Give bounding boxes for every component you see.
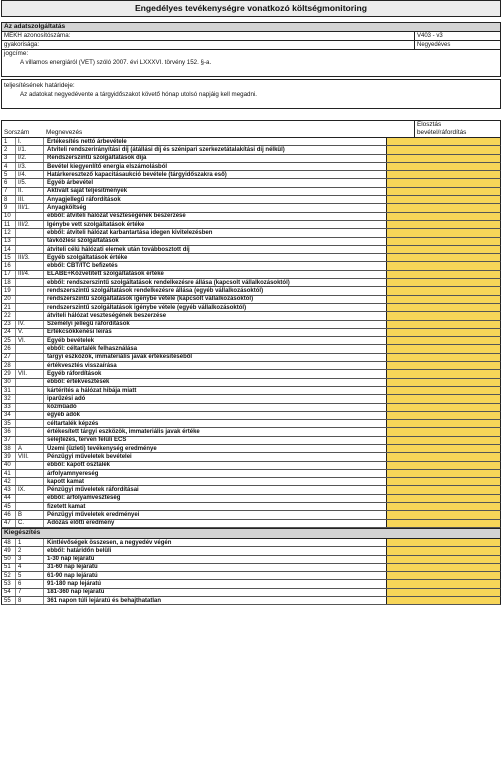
col-header-name: Megnevezés — [44, 121, 415, 137]
row-number: 46 — [2, 511, 16, 518]
frequency-label: gyakorisága: — [2, 41, 415, 49]
table-row — [1, 271, 501, 279]
allocation-value-cell[interactable] — [387, 196, 500, 203]
row-code: C. — [16, 520, 44, 527]
table-row — [1, 171, 501, 179]
allocation-value-cell[interactable] — [387, 238, 500, 245]
allocation-value-cell[interactable] — [387, 387, 500, 394]
row-code — [16, 462, 44, 469]
allocation-value-cell[interactable] — [387, 478, 500, 485]
col-header-allocation-line1: Elosztás — [417, 121, 442, 128]
row-number: 54 — [2, 589, 16, 596]
table-row — [1, 503, 501, 511]
row-code: III/2. — [16, 221, 44, 228]
frequency-value: Negyedéves — [417, 42, 451, 48]
table-row — [1, 229, 501, 237]
supplement-section-header: Kiegészítés — [1, 528, 501, 539]
table-row — [1, 329, 501, 337]
row-name: ebből: árfolyamveszteség — [44, 495, 387, 502]
row-code: III. — [16, 196, 44, 203]
mekh-id-label: MEKH azonosítószáma: — [2, 32, 415, 40]
table-row — [1, 395, 501, 403]
table-row — [1, 462, 501, 470]
row-name: Határkeresztező kapacitásaukció bevétele (tárgyidőszakra eső) — [44, 171, 387, 178]
frequency-row — [1, 41, 501, 50]
allocation-value-cell[interactable] — [387, 597, 500, 604]
row-number: 52 — [2, 572, 16, 579]
row-number: 14 — [2, 246, 16, 253]
allocation-value-cell[interactable] — [387, 412, 500, 419]
row-name: Üzemi (üzleti) tevékenység eredménye — [44, 445, 387, 452]
row-code: A — [16, 445, 44, 452]
row-name: Egyéb szolgáltatások értéke — [44, 254, 387, 261]
row-name: 91-180 nap lejáratú — [44, 580, 387, 587]
row-code — [16, 296, 44, 303]
row-name: céltartalék képzés — [44, 420, 387, 427]
row-number: 5 — [2, 171, 16, 178]
allocation-value-cell[interactable] — [387, 462, 500, 469]
row-code: 8 — [16, 597, 44, 604]
cost-monitoring-form — [1, 0, 501, 605]
row-number: 38 — [2, 445, 16, 452]
allocation-value-cell[interactable] — [387, 420, 500, 427]
allocation-value-cell[interactable] — [387, 547, 500, 554]
row-number: 19 — [2, 287, 16, 294]
row-name: Bevétel kiegyenlítő energia elszámolásból — [44, 163, 387, 170]
allocation-value-cell[interactable] — [387, 163, 500, 170]
row-name: Adózás előtti eredmény — [44, 520, 387, 527]
allocation-value-cell[interactable] — [387, 572, 500, 579]
col-header-allocation — [415, 121, 500, 137]
allocation-value-cell[interactable] — [387, 345, 500, 352]
row-name: kapott kamat — [44, 478, 387, 485]
row-code: V. — [16, 329, 44, 336]
row-name: Egyéb árbevétel — [44, 179, 387, 186]
allocation-value-cell[interactable] — [387, 246, 500, 253]
row-code — [16, 229, 44, 236]
row-code: 3 — [16, 556, 44, 563]
allocation-value-cell[interactable] — [387, 312, 500, 319]
allocation-value-cell[interactable] — [387, 520, 500, 527]
row-code — [16, 503, 44, 510]
allocation-value-cell[interactable] — [387, 470, 500, 477]
table-row — [1, 246, 501, 254]
table-row — [1, 370, 501, 378]
allocation-value-cell[interactable] — [387, 580, 500, 587]
row-number: 37 — [2, 437, 16, 444]
row-name: egyéb adók — [44, 412, 387, 419]
allocation-value-cell[interactable] — [387, 254, 500, 261]
table-row — [1, 511, 501, 519]
row-code: I/1. — [16, 146, 44, 153]
allocation-value-cell[interactable] — [387, 362, 500, 369]
row-number: 35 — [2, 420, 16, 427]
row-number: 50 — [2, 556, 16, 563]
row-code — [16, 354, 44, 361]
allocation-value-cell[interactable] — [387, 453, 500, 460]
table-row — [1, 321, 501, 329]
row-code: 2 — [16, 547, 44, 554]
allocation-value-cell[interactable] — [387, 204, 500, 211]
row-name: értékesített tárgyi eszközök, immateriális javak értéke — [44, 428, 387, 435]
allocation-value-cell[interactable] — [387, 296, 500, 303]
allocation-value-cell[interactable] — [387, 138, 500, 145]
table-row — [1, 345, 501, 353]
row-name: Aktivált saját teljesítmények — [44, 188, 387, 195]
row-name: 361 napon túli lejáratú és behajthatatlan — [44, 597, 387, 604]
row-code — [16, 238, 44, 245]
allocation-value-cell[interactable] — [387, 271, 500, 278]
row-code: IX. — [16, 486, 44, 493]
col-header-allocation-line2: bevétel/ráfordítás — [417, 129, 467, 136]
row-name: iparűzési adó — [44, 395, 387, 402]
table-row — [1, 539, 501, 547]
row-name: rendszerszintű szolgáltatások igénybe vétele (kapcsolt vállalkozásoktól) — [44, 296, 387, 303]
table-row — [1, 556, 501, 564]
row-number: 4 — [2, 163, 16, 170]
row-code: 1 — [16, 539, 44, 546]
row-name: ebből: átviteli hálózat veszteségének beszerzése — [44, 213, 387, 220]
row-number: 32 — [2, 395, 16, 402]
table-row — [1, 470, 501, 478]
row-name: 1-30 nap lejáratú — [44, 556, 387, 563]
table-row — [1, 146, 501, 154]
row-code: 6 — [16, 580, 44, 587]
row-name: árfolyamnyereség — [44, 470, 387, 477]
row-name: Anyagjellegű ráfordítások — [44, 196, 387, 203]
row-code: VII. — [16, 370, 44, 377]
deadline-label: teljesítésének határideje: — [4, 82, 75, 89]
row-number: 27 — [2, 354, 16, 361]
legal-basis-label: jogcíme: — [4, 50, 29, 57]
row-code: VI. — [16, 337, 44, 344]
row-code: I/2. — [16, 155, 44, 162]
row-number: 2 — [2, 146, 16, 153]
table-row — [1, 354, 501, 362]
legal-basis-text: A villamos energiáról (VET) szóló 2007. évi LXXXVI. törvény 152. §-a. — [20, 59, 212, 67]
row-code — [16, 470, 44, 477]
row-number: 18 — [2, 279, 16, 286]
row-number: 49 — [2, 547, 16, 554]
row-name: Értékesítés nettó árbevétele — [44, 138, 387, 145]
row-name: ebből: határidőn belüli — [44, 547, 387, 554]
allocation-value-cell[interactable] — [387, 221, 500, 228]
table-row — [1, 564, 501, 572]
row-name: ebből: kapott osztalék — [44, 462, 387, 469]
row-name: átviteli hálózat veszteségének beszerzése — [44, 312, 387, 319]
table-header — [1, 120, 501, 138]
row-number: 10 — [2, 213, 16, 220]
row-name: Egyéb ráfordítások — [44, 370, 387, 377]
allocation-value-cell[interactable] — [387, 379, 500, 386]
row-number: 7 — [2, 188, 16, 195]
allocation-value-cell[interactable] — [387, 188, 500, 195]
allocation-value-cell[interactable] — [387, 445, 500, 452]
row-name: távközlési szolgáltatások — [44, 238, 387, 245]
row-number: 17 — [2, 271, 16, 278]
table-row — [1, 337, 501, 345]
row-number: 26 — [2, 345, 16, 352]
allocation-value-cell[interactable] — [387, 589, 500, 596]
row-number: 13 — [2, 238, 16, 245]
allocation-value-cell[interactable] — [387, 556, 500, 563]
allocation-value-cell[interactable] — [387, 146, 500, 153]
row-code: B — [16, 511, 44, 518]
row-code — [16, 379, 44, 386]
row-code: III/3. — [16, 254, 44, 261]
form-title: Engedélyes tevékenységre vonatkozó költségmonitoring — [1, 0, 501, 17]
row-name: Egyéb bevételek — [44, 337, 387, 344]
allocation-value-cell[interactable] — [387, 304, 500, 311]
row-name: ebből: rendszerszintű szolgáltatások rendelkezésre állása (kapcsolt vállalkozásoktól) — [44, 279, 387, 286]
row-name: Rendszerszintű szolgáltatások díja — [44, 155, 387, 162]
row-code — [16, 420, 44, 427]
row-number: 44 — [2, 495, 16, 502]
row-number: 29 — [2, 370, 16, 377]
row-code: VIII. — [16, 453, 44, 460]
supplement-table-body — [1, 539, 501, 605]
row-number: 43 — [2, 486, 16, 493]
row-name: Anyagköltség — [44, 204, 387, 211]
row-number: 22 — [2, 312, 16, 319]
table-row — [1, 204, 501, 212]
allocation-value-cell[interactable] — [387, 539, 500, 546]
row-number: 41 — [2, 470, 16, 477]
table-row — [1, 478, 501, 486]
table-row — [1, 445, 501, 453]
row-code — [16, 213, 44, 220]
row-name: fizetett kamat — [44, 503, 387, 510]
row-number: 8 — [2, 196, 16, 203]
allocation-value-cell[interactable] — [387, 171, 500, 178]
allocation-value-cell[interactable] — [387, 155, 500, 162]
row-name: Kintlévőségek összesen, a negyedév végén — [44, 539, 387, 546]
row-code — [16, 395, 44, 402]
row-code — [16, 246, 44, 253]
table-row — [1, 412, 501, 420]
row-code: 7 — [16, 589, 44, 596]
table-row — [1, 580, 501, 588]
table-row — [1, 155, 501, 163]
row-number: 24 — [2, 329, 16, 336]
deadline-text: Az adatokat negyedévente a tárgyidőszakot követő hónap utolsó napjáig kell megadni. — [20, 91, 258, 99]
row-name: 181-360 nap lejáratú — [44, 589, 387, 596]
row-code — [16, 404, 44, 411]
table-row — [1, 486, 501, 494]
row-number: 39 — [2, 453, 16, 460]
table-row — [1, 254, 501, 262]
row-number: 20 — [2, 296, 16, 303]
row-code: 5 — [16, 572, 44, 579]
row-code — [16, 495, 44, 502]
allocation-value-cell[interactable] — [387, 213, 500, 220]
row-number: 3 — [2, 155, 16, 162]
allocation-value-cell[interactable] — [387, 279, 500, 286]
allocation-value-cell[interactable] — [387, 179, 500, 186]
table-row — [1, 387, 501, 395]
row-number: 48 — [2, 539, 16, 546]
row-name: átviteli célú hálózati elemek után továbbosztott díj — [44, 246, 387, 253]
row-code — [16, 262, 44, 269]
row-number: 53 — [2, 580, 16, 587]
row-code — [16, 437, 44, 444]
deadline-block — [1, 79, 501, 109]
table-row — [1, 572, 501, 580]
row-number: 30 — [2, 379, 16, 386]
row-name: ebből: értékvesztések — [44, 379, 387, 386]
row-name: Átviteli rendszerirányítási díj (átállási díj és szénipari szerkezetátalakítási díj nélkül) — [44, 146, 387, 153]
provider-section-header: Az adatszolgáltatás — [1, 22, 501, 32]
allocation-value-cell[interactable] — [387, 354, 500, 361]
allocation-value-cell[interactable] — [387, 511, 500, 518]
allocation-value-cell[interactable] — [387, 486, 500, 493]
table-row — [1, 238, 501, 246]
table-row — [1, 404, 501, 412]
allocation-value-cell[interactable] — [387, 329, 500, 336]
row-name: 61-90 nap lejáratú — [44, 572, 387, 579]
row-name: ebből: átviteli hálózat karbantartása idegen kivitelezésben — [44, 229, 387, 236]
row-name: Pénzügyi műveletek eredményei — [44, 511, 387, 518]
row-name: rendszerszintű szolgáltatások rendelkezésre állása (egyéb vállalkozásoktól) — [44, 287, 387, 294]
table-row — [1, 262, 501, 270]
row-number: 31 — [2, 387, 16, 394]
row-name: közműadó — [44, 404, 387, 411]
row-name: rendszerszintű szolgáltatások igénybe vétele (egyéb vállalkozásoktól) — [44, 304, 387, 311]
allocation-value-cell[interactable] — [387, 229, 500, 236]
row-number: 33 — [2, 404, 16, 411]
row-number: 23 — [2, 321, 16, 328]
table-row — [1, 547, 501, 555]
allocation-value-cell[interactable] — [387, 503, 500, 510]
row-name: ELÁBÉ+Közvetített szolgáltatások értéke — [44, 271, 387, 278]
row-number: 11 — [2, 221, 16, 228]
table-row — [1, 304, 501, 312]
row-name: Értékcsökkenési leírás — [44, 329, 387, 336]
row-number: 51 — [2, 564, 16, 571]
row-code: III/1. — [16, 204, 44, 211]
table-row — [1, 520, 501, 528]
allocation-value-cell[interactable] — [387, 337, 500, 344]
allocation-value-cell[interactable] — [387, 437, 500, 444]
row-name: értékvesztés visszaírása — [44, 362, 387, 369]
table-row — [1, 379, 501, 387]
row-number: 36 — [2, 428, 16, 435]
row-code — [16, 304, 44, 311]
table-row — [1, 296, 501, 304]
allocation-value-cell[interactable] — [387, 370, 500, 377]
table-row — [1, 312, 501, 320]
row-number: 1 — [2, 138, 16, 145]
allocation-value-cell[interactable] — [387, 495, 500, 502]
row-number: 28 — [2, 362, 16, 369]
row-number: 34 — [2, 412, 16, 419]
table-row — [1, 495, 501, 503]
row-number: 42 — [2, 478, 16, 485]
row-code — [16, 362, 44, 369]
row-code: I/5. — [16, 179, 44, 186]
row-code: I. — [16, 138, 44, 145]
mekh-id-value: V403 - v3 — [417, 33, 443, 39]
row-number: 40 — [2, 462, 16, 469]
table-row — [1, 163, 501, 171]
table-row — [1, 213, 501, 221]
row-code — [16, 312, 44, 319]
row-number: 12 — [2, 229, 16, 236]
allocation-value-cell[interactable] — [387, 564, 500, 571]
row-number: 47 — [2, 520, 16, 527]
row-code — [16, 387, 44, 394]
table-row — [1, 196, 501, 204]
row-number: 25 — [2, 337, 16, 344]
row-name: 31-60 nap lejáratú — [44, 564, 387, 571]
main-table-body — [1, 138, 501, 528]
row-name: kártérítés a hálózat hibája miatt — [44, 387, 387, 394]
row-code — [16, 478, 44, 485]
table-row — [1, 597, 501, 605]
table-row — [1, 437, 501, 445]
col-header-number: Sorszám — [4, 128, 30, 136]
legal-basis-block — [1, 50, 501, 77]
row-name: ebből: céltartalék felhasználása — [44, 345, 387, 352]
allocation-value-cell[interactable] — [387, 287, 500, 294]
row-code — [16, 428, 44, 435]
row-name: ebből: CBT/ITC befizetés — [44, 262, 387, 269]
table-row — [1, 279, 501, 287]
row-number: 9 — [2, 204, 16, 211]
row-code: IV. — [16, 321, 44, 328]
row-number: 21 — [2, 304, 16, 311]
row-number: 45 — [2, 503, 16, 510]
allocation-value-cell[interactable] — [387, 395, 500, 402]
table-row — [1, 179, 501, 187]
allocation-value-cell[interactable] — [387, 404, 500, 411]
row-number: 55 — [2, 597, 16, 604]
row-name: selejtezés, terven felüli ÉCS — [44, 437, 387, 444]
row-number: 6 — [2, 179, 16, 186]
row-number: 15 — [2, 254, 16, 261]
row-name: Pénzügyi műveletek bevételei — [44, 453, 387, 460]
row-name: tárgyi eszközök, immateriális javak értékesítéséből — [44, 354, 387, 361]
row-code: III/4. — [16, 271, 44, 278]
table-row — [1, 138, 501, 146]
row-code — [16, 279, 44, 286]
row-code — [16, 287, 44, 294]
allocation-value-cell[interactable] — [387, 428, 500, 435]
row-code: 4 — [16, 564, 44, 571]
row-name: Igénybe vett szolgáltatások értéke — [44, 221, 387, 228]
row-code: I/3. — [16, 163, 44, 170]
table-row — [1, 221, 501, 229]
mekh-id-row — [1, 32, 501, 41]
row-name: Pénzügyi műveletek ráfordításai — [44, 486, 387, 493]
table-row — [1, 589, 501, 597]
allocation-value-cell[interactable] — [387, 321, 500, 328]
row-code: II. — [16, 188, 44, 195]
row-code: I/4. — [16, 171, 44, 178]
row-number: 16 — [2, 262, 16, 269]
allocation-value-cell[interactable] — [387, 262, 500, 269]
table-row — [1, 420, 501, 428]
table-row — [1, 453, 501, 461]
table-row — [1, 428, 501, 436]
row-name: Személyi jellegű ráfordítások — [44, 321, 387, 328]
table-row — [1, 287, 501, 295]
table-row — [1, 188, 501, 196]
table-row — [1, 362, 501, 370]
row-code — [16, 412, 44, 419]
row-code — [16, 345, 44, 352]
